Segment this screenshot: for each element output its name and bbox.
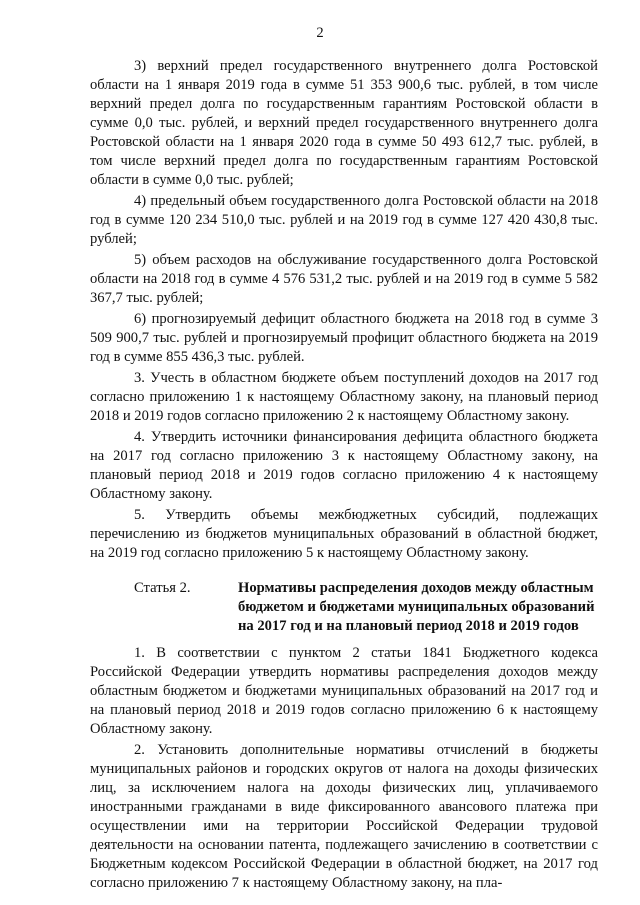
article-label: Статья 2. <box>134 580 191 596</box>
paragraph: 4. Утвердить источники финансирования дефицита областного бюджета на 2017 год согласно приложению 3 к настоящему Областному закону, на плановый период 2018 и 2019 годов согласно приложению 4 к настоящему Областному закону. <box>90 429 598 502</box>
paragraph: 6) прогнозируемый дефицит областного бюджета на 2018 год в сумме 3 509 900,7 тыс. рублей и прогнозируемый профицит областного бюджета на 2019 год в сумме 855 436,3 тыс. рублей. <box>90 311 598 365</box>
page-number: 2 <box>316 25 324 41</box>
paragraph: 5) объем расходов на обслуживание государственного долга Ростовской области на 2018 год в сумме 4 576 531,2 тыс. рублей и на 2019 год в сумме 5 582 367,7 тыс. рублей; <box>90 252 598 306</box>
paragraph: 2. Установить дополнительные нормативы отчислений в бюджеты муниципальных районов и городских округов от налога на доходы физических лиц, за исключением налога на доходы физических лиц, уплачиваемого иностранными гражданами в виде фиксированного авансового платежа при осуществлении ими на территории Российской Федерации трудовой деятельности на основании патента, подлежащего зачислению в соответствии с Бюджетным кодексом Российской Федерации в областной бюджет, на 2017 год согласно приложению 7 к настоящему Областному закону, на пла- <box>90 742 598 891</box>
paragraph: 3) верхний предел государственного внутреннего долга Ростовской области на 1 января 2019 года в сумме 51 353 900,6 тыс. рублей, в том числе верхний предел долга по государственным гарантиям Ростовской области в сумме 0,0 тыс. рублей, и верхний предел государственного внутреннего долга Ростовской области на 1 января 2020 года в сумме 50 493 612,7 тыс. рублей, в том числе верхний предел долга по государственным гарантиям Ростовской области в сумме 0,0 тыс. рублей; <box>90 58 598 188</box>
document-body <box>90 57 598 893</box>
paragraph: 5. Утвердить объемы межбюджетных субсидий, подлежащих перечислению из бюджетов муниципальных образований в областной бюджет, на 2019 год согласно приложению 5 к настоящему Областному закону. <box>90 507 598 561</box>
article-heading <box>90 579 598 636</box>
paragraph: 1. В соответствии с пунктом 2 статьи 1841 Бюджетного кодекса Российской Федерации утвердить нормативы распределения доходов между областным бюджетом и бюджетами муниципальных образований на 2017 год и на плановый период 2018 и 2019 годов согласно приложению 6 к настоящему Областному закону. <box>90 645 598 737</box>
paragraph: 4) предельный объем государственного долга Ростовской области на 2018 год в сумме 120 234 510,0 тыс. рублей и на 2019 год в сумме 127 420 430,8 тыс. рублей; <box>90 193 598 247</box>
article-title: Нормативы распределения доходов между областным бюджетом и бюджетами муниципальных образований на 2017 год и на плановый период 2018 и 2019 годов <box>238 580 595 634</box>
paragraph: 3. Учесть в областном бюджете объем поступлений доходов на 2017 год согласно приложению 1 к настоящему Областному закону, на плановый период 2018 и 2019 годов согласно приложению 2 к настоящему Областному закону. <box>90 370 598 424</box>
